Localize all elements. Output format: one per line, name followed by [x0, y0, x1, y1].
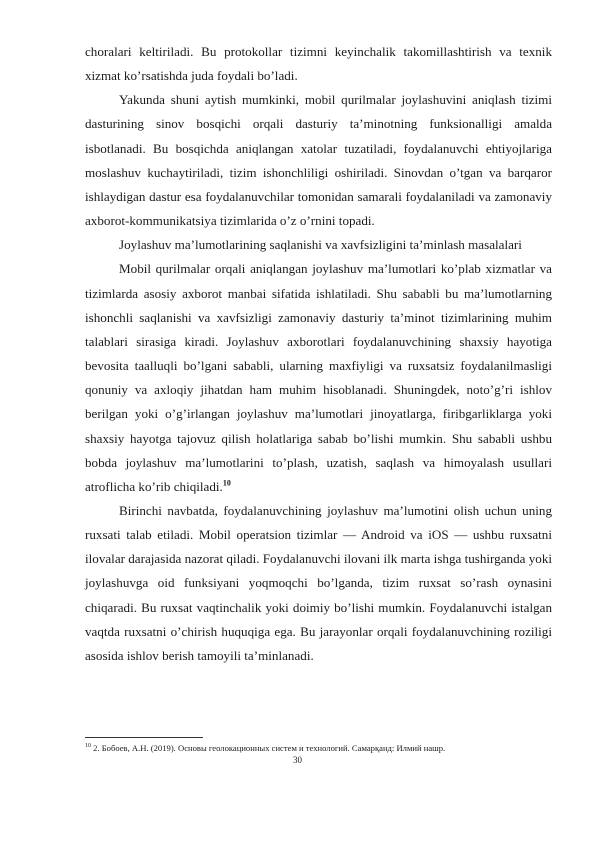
paragraph-location-data-text: Mobil qurilmalar orqali aniqlangan joylashuv ma’lumotlari ko’plab xizmatlar va tizimlarda asosiy axborot manbai sifatida ishlatiladi. Shu sababli bu ma’lumotlarning ishonchli saqlanishi va xavfsizligi zamonaviy dasturiy ta’minot tizimlarining muhim talablari sirasiga kiradi. Joylashuv axborotlari foydalanuvchining shaxsiy hayotiga bevosita taalluqli bo’lgani sababli, ularning maxfiyligi va ruxsatsiz foydalanilmasligi qonuniy va axloqiy jihatdan ham muhim hisoblanadi. Shuningdek, noto’g’ri ishlov berilgan yoki o’g’irlangan joylashuv ma’lumotlari jinoyatlarga, firibgarliklarga yoki shaxsiy hayotga tajovuz qilish holatlariga sabab bo’lishi mumkin. Shu sababli ushbu bobda joylashuv ma’lumotlarini to’plash, uzatish, saqlash va himoyalash usullari atroflicha ko’rib chiqiladi. [85, 261, 552, 494]
paragraph-continuation: choralari keltiriladi. Bu protokollar tizimni keyinchalik takomillashtirish va texnik xizmat ko’rsatishda juda foydali bo’ladi. [85, 44, 552, 84]
paragraph-permissions: Birinchi navbatda, foydalanuvchining joylashuv ma’lumotini olish uchun uning ruxsati talab etiladi. Mobil operatsion tizimlar — Android va iOS — ushbu ruxsatni ilovalar darajasida nazorat qiladi. Foydalanuvchi ilovani ilk marta ishga tushirganda yoki joylashuvga oid funksiyani yoqmoqchi bo’lganda, tizim ruxsat so’rash oynasini chiqaradi. Bu ruxsat vaqtinchalik yoki doimiy bo’lishi mumkin. Foydalanuvchi istalgan vaqtda ruxsatni o’chirish huquqiga ega. Bu jarayonlar orqali foydalanuvchining roziligi asosida ishlov berish tamoyili ta’minlanadi. [85, 502, 553, 663]
page-number: 30 [293, 755, 302, 765]
footnote-reference[interactable]: 10 [222, 478, 231, 488]
footnote-separator [85, 737, 203, 738]
body-text [85, 40, 552, 668]
section-heading: Joylashuv ma’lumotlarining saqlanishi va xavfsizligini ta’minlash masalalari [119, 237, 522, 253]
footnote [85, 742, 555, 754]
paragraph-location-data [85, 257, 552, 499]
footnote-mark: 10 [85, 743, 91, 750]
paragraph-conclusion: Yakunda shuni aytish mumkinki, mobil qurilmalar joylashuvini aniqlash tizimi dasturining sinov bosqichi orqali dasturiy ta’minotning funksionalligi amalda isbotlanadi. Bu bosqichda aniqlangan xatolar tuzatiladi, foydalanuvchi ehtiyojlariga moslashuv kuchaytiriladi, tizim ishonchliligi oshiriladi. Sinovdan o’tgan va barqaror ishlaydigan dastur esa foydalanuvchilar tomonidan samarali foydalaniladi va zamonaviy axborot-kommunikatsiya tizimlarida o’z o’rnini topadi. [85, 92, 552, 229]
footnote-text: 2. Бобоев, А.Н. (2019). Основы геолокационных систем и технологий. Самарқанд: Илмий нашр. [91, 743, 446, 753]
